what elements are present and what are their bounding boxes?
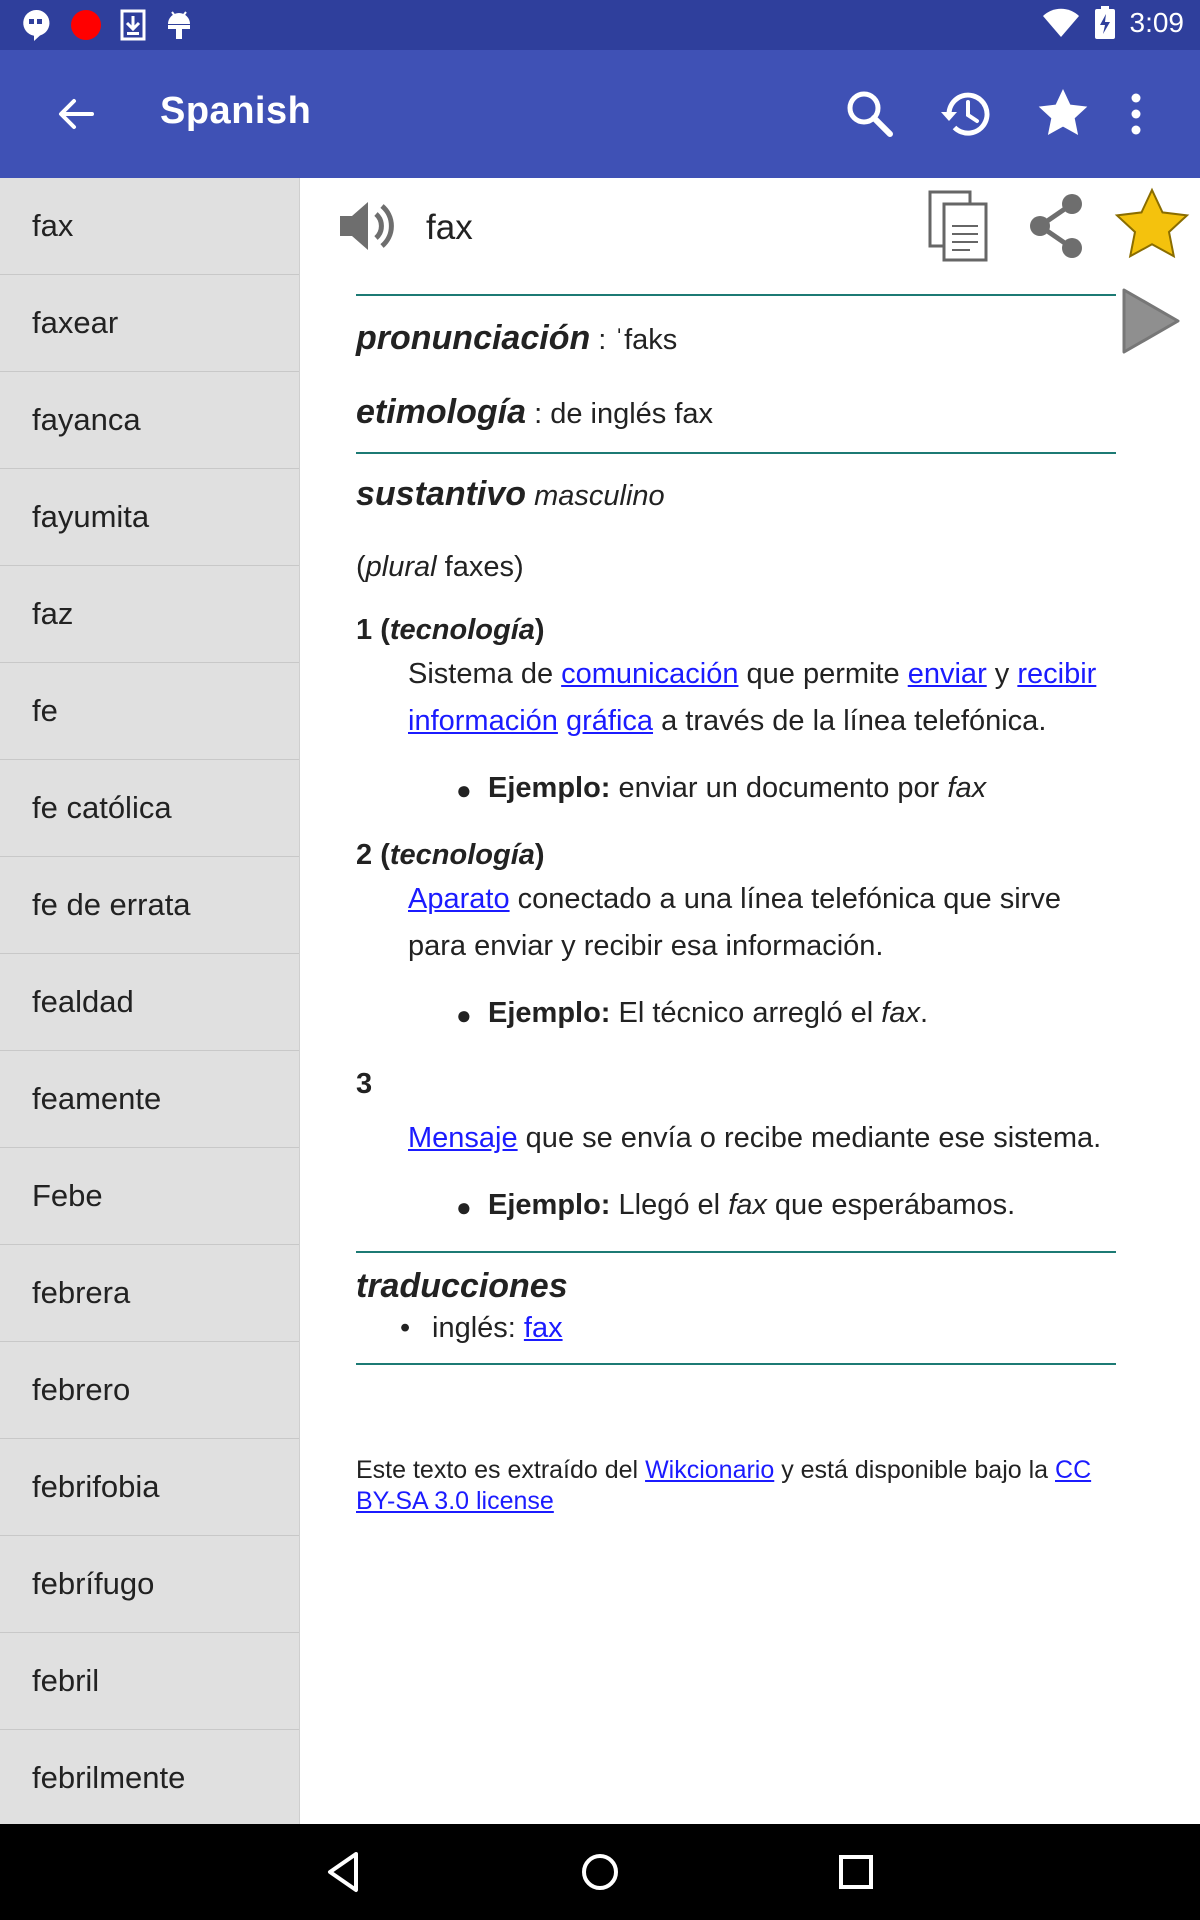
nav-back-icon[interactable] (318, 1846, 370, 1898)
nav-recents-icon[interactable] (830, 1846, 882, 1898)
list-item[interactable]: feamente (0, 1051, 299, 1148)
search-icon[interactable] (840, 84, 900, 144)
clock: 3:09 (1129, 7, 1184, 38)
favorite-star-icon[interactable] (1113, 186, 1191, 264)
hangouts-icon (20, 8, 52, 42)
list-item[interactable]: faz (0, 566, 299, 663)
list-item[interactable]: fayanca (0, 372, 299, 469)
list-item[interactable]: febrera (0, 1245, 299, 1342)
etymology-label: etimología (356, 393, 527, 432)
status-bar (0, 0, 1200, 50)
app-title: Spanish (160, 90, 312, 132)
back-arrow-icon[interactable] (48, 86, 104, 142)
speaker-icon[interactable] (336, 198, 396, 254)
list-item[interactable]: fax (0, 178, 299, 275)
sense-definition: Mensaje que se envía o recibe mediante ese sistema. (408, 1121, 1102, 1154)
divider (356, 452, 1116, 454)
sense-definition: Aparato conectado a una línea telefónica que sirve para enviar y recibir esa información. (408, 882, 1061, 963)
list-item[interactable]: faxear (0, 275, 299, 372)
divider (356, 1251, 1116, 1253)
pronunciation-row: pronunciación : ˈfaks (356, 319, 678, 357)
link[interactable]: recibir (1017, 657, 1097, 690)
play-icon[interactable] (1118, 286, 1182, 356)
sense-definition: Sistema de comunicación que permite enviar y recibir información gráfica a través de la línea telefónica. (408, 657, 1097, 738)
list-item[interactable]: fealdad (0, 954, 299, 1051)
plural-label: plural (365, 550, 437, 583)
translation-item: • inglés: fax (400, 1311, 563, 1344)
divider (356, 1363, 1116, 1365)
share-icon[interactable] (1022, 188, 1090, 264)
wifi-icon (1042, 8, 1080, 38)
entry-word: fax (426, 208, 473, 247)
link[interactable]: información (408, 705, 558, 738)
example: ● Ejemplo: Llegó el fax que esperábamos. (456, 1188, 1016, 1222)
plural-value: faxes (444, 550, 514, 583)
list-item[interactable]: fe (0, 663, 299, 760)
list-item[interactable]: Febe (0, 1148, 299, 1245)
list-item[interactable]: febrilmente (0, 1730, 299, 1824)
more-vert-icon[interactable] (1106, 84, 1166, 144)
plural-row: (plural faxes) (356, 550, 524, 583)
link[interactable]: Mensaje (408, 1121, 518, 1154)
battery-charging-icon (1094, 6, 1116, 40)
favorites-star-icon[interactable] (1033, 84, 1093, 144)
list-item[interactable]: fayumita (0, 469, 299, 566)
list-item[interactable]: febrero (0, 1342, 299, 1439)
etymology-row: etimología : de inglés fax (356, 393, 714, 432)
list-item[interactable]: fe de errata (0, 857, 299, 954)
etymology-value: de inglés fax (550, 398, 714, 431)
divider (356, 294, 1116, 296)
link[interactable]: fax (523, 1311, 563, 1344)
list-item[interactable]: febrifobia (0, 1439, 299, 1536)
entry-panel (300, 178, 1200, 1824)
history-icon[interactable] (937, 84, 997, 144)
pronunciation-label: pronunciación (356, 319, 591, 357)
gender-label: masculino (534, 480, 665, 513)
sense-heading: 2 (tecnología) (356, 838, 545, 871)
link[interactable]: gráfica (565, 705, 654, 738)
record-icon (70, 9, 102, 41)
translations (356, 1267, 1116, 1345)
word-list (0, 178, 300, 1824)
app-bar (0, 50, 1200, 178)
link[interactable]: CC BY-SA 3.0 license (356, 1455, 1092, 1516)
sense-heading: 3 (356, 1067, 373, 1100)
list-item[interactable]: febrífugo (0, 1536, 299, 1633)
android-icon (164, 8, 194, 42)
link[interactable]: comunicación (561, 657, 739, 690)
link[interactable]: Aparato (408, 882, 510, 915)
pos-label: sustantivo (356, 475, 527, 514)
translations-label: traducciones (356, 1266, 568, 1305)
article (356, 294, 1116, 1517)
example: ● Ejemplo: enviar un documento por fax (456, 772, 987, 806)
link[interactable]: enviar (907, 657, 987, 690)
link[interactable]: Wikcionario (645, 1455, 775, 1484)
pronunciation-value: ˈfaks (614, 324, 678, 356)
copy-icon[interactable] (926, 188, 994, 264)
sense-heading: 1 (tecnología) (356, 613, 545, 646)
pos-row (356, 472, 1116, 516)
list-item[interactable]: febril (0, 1633, 299, 1730)
example: ● Ejemplo: El técnico arregló el fax. (456, 997, 929, 1031)
download-icon (120, 9, 146, 41)
list-item[interactable]: fe católica (0, 760, 299, 857)
license-footer: Este texto es extraído del Wikcionario y está disponible bajo la CC BY-SA 3.0 license (356, 1455, 1092, 1516)
nav-home-icon[interactable] (574, 1846, 626, 1898)
nav-bar (0, 1824, 1200, 1920)
